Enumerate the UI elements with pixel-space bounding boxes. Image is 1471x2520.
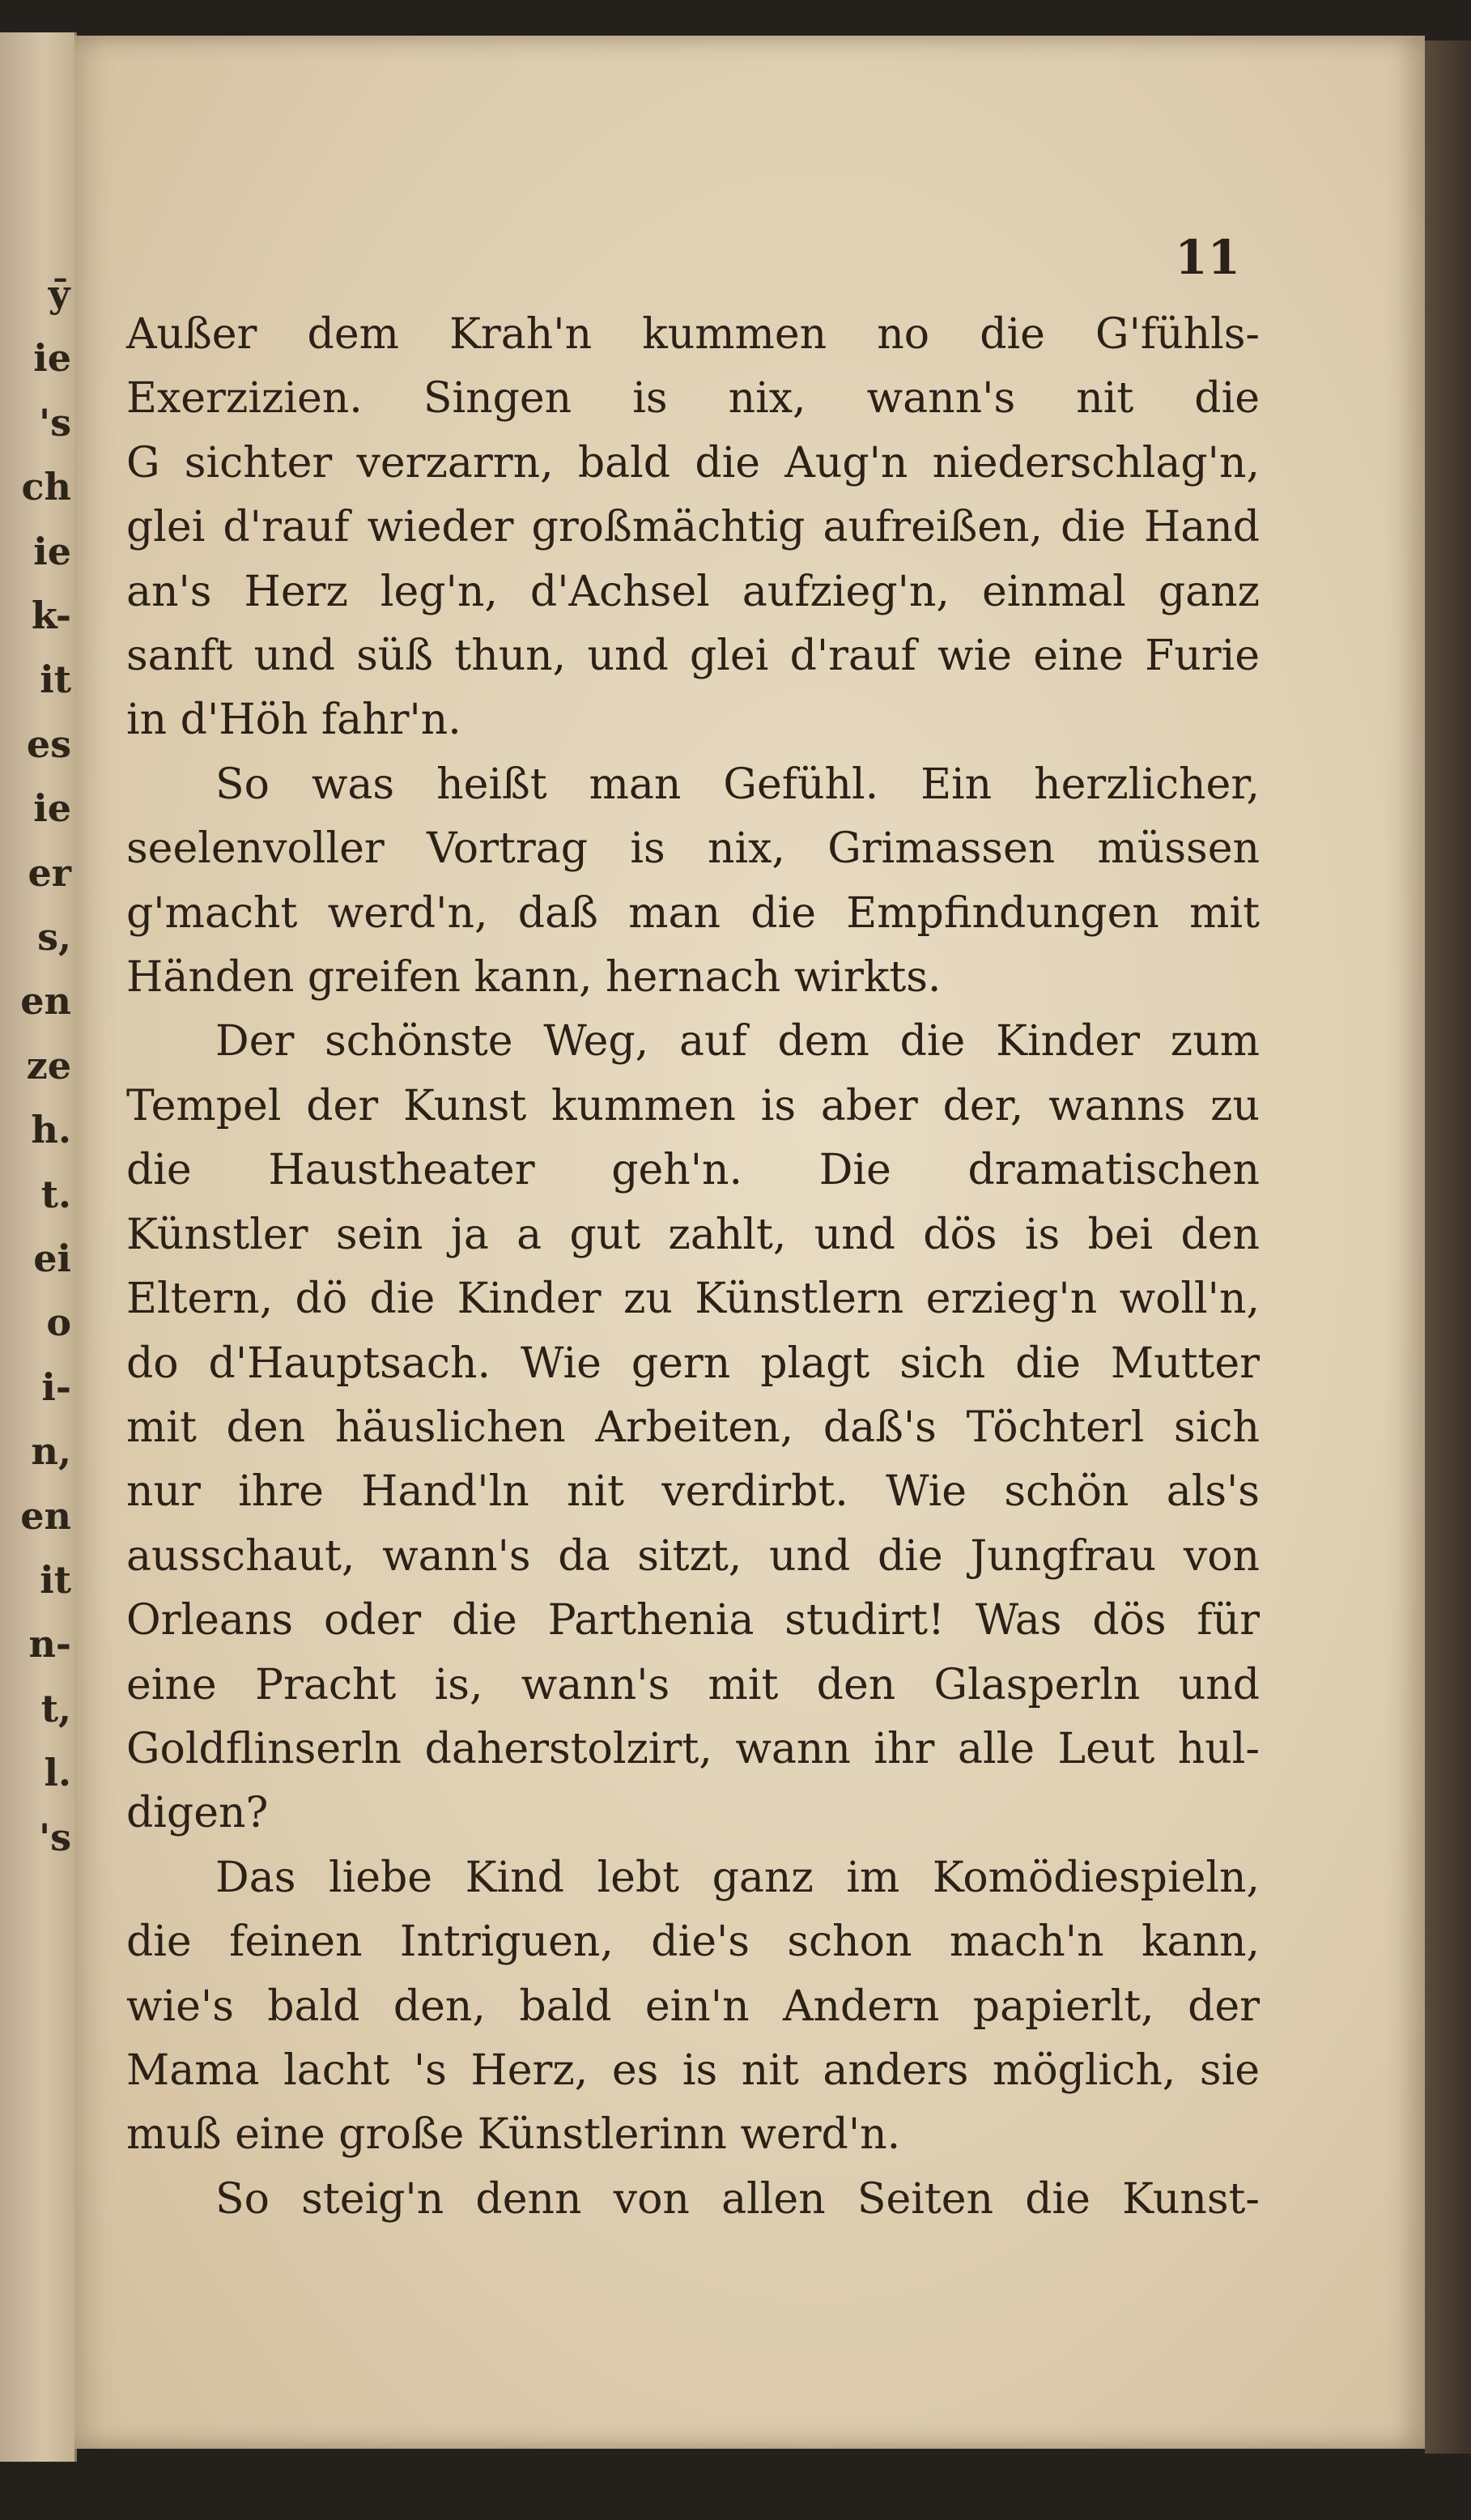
text-line: do d'Hauptsach. Wie gern plagt sich die Mutter (126, 1339, 1260, 1388)
text-line: Orleans oder die Parthenia studirt! Was dös für (126, 1596, 1260, 1645)
text-line: Das liebe Kind lebt ganz im Komödiespieln, (215, 1853, 1260, 1902)
text-line: Mama lacht 's Herz, es is nit anders möglich, sie (126, 2045, 1260, 2095)
text-line: So steig'n denn von allen Seiten die Kunst- (215, 2174, 1260, 2224)
text-line: an's Herz leg'n, d'Achsel aufzieg'n, einmal ganz (126, 567, 1260, 616)
text-line: muß eine große Künstlerinn werd'n. (126, 2110, 901, 2160)
text-line: So was heißt man Gefühl. Ein herzlicher, (215, 760, 1260, 809)
text-line: Außer dem Krah'n kummen no die G'fühls- (126, 310, 1260, 359)
margin-fragment: er (28, 850, 71, 895)
margin-fragment: ie (33, 529, 71, 573)
margin-fragment: ӯ (47, 272, 71, 316)
text-line: g'macht werd'n, daß man die Empfindungen mit (126, 888, 1260, 938)
margin-fragment: en (20, 1493, 71, 1538)
text-line: nur ihre Hand'ln nit verdirbt. Wie schön als's (126, 1467, 1260, 1517)
text-line: Exerzizien. Singen is nix, wann's nit die (126, 374, 1260, 424)
text-line: digen? (126, 1789, 269, 1838)
margin-fragment: it (40, 1558, 71, 1602)
text-line: sanft und süß thun, und glei d'rauf wie eine Furie (126, 632, 1260, 681)
margin-fragment: ei (33, 1237, 71, 1280)
text-line: glei d'rauf wieder großmächtig aufreißen, die Hand (126, 503, 1260, 552)
book-cover-edge (1425, 40, 1471, 2454)
left-margin-fragments (0, 32, 74, 2462)
page-number: 11 (1175, 230, 1240, 285)
page-text (126, 303, 1260, 2232)
margin-fragment: ze (26, 1043, 71, 1088)
text-line: in d'Höh fahr'n. (126, 696, 461, 745)
margin-fragment: n- (28, 1622, 71, 1667)
text-line: ausschaut, wann's da sitzt, und die Jungfrau von (126, 1531, 1260, 1581)
margin-fragment: l. (44, 1751, 71, 1795)
text-line: die Haustheater geh'n. Die dramatischen (126, 1146, 1260, 1195)
margin-fragment: ie (33, 336, 71, 381)
book-page (74, 36, 1425, 2449)
text-line: Künstler sein ja a gut zahlt, und dös is bei den (126, 1210, 1260, 1259)
margin-fragment: 's (39, 400, 71, 445)
text-line: Händen greifen kann, hernach wirkts. (126, 953, 942, 1002)
margin-fragment: h. (31, 1108, 71, 1152)
margin-fragment: ie (33, 786, 71, 831)
text-line: mit den häuslichen Arbeiten, daß's Töchterl sich (126, 1403, 1260, 1452)
text-line: eine Pracht is, wann's mit den Glasperln und (126, 1660, 1260, 1709)
margin-fragment: s, (37, 915, 71, 959)
margin-fragment: i- (41, 1364, 71, 1409)
margin-fragment: t. (40, 1172, 71, 1216)
margin-fragment: es (26, 722, 71, 766)
margin-fragment: o (46, 1300, 71, 1345)
margin-fragment: k- (31, 594, 71, 637)
text-line: G sichter verzarrn, bald die Aug'n niederschlag'n, (126, 438, 1260, 487)
margin-fragment: n, (31, 1429, 71, 1474)
text-line: Tempel der Kunst kummen is aber der, wanns zu (126, 1081, 1260, 1130)
margin-fragment: 's (39, 1815, 71, 1859)
margin-fragment: en (20, 979, 71, 1024)
previous-page-edge (0, 32, 77, 2462)
margin-fragment: t, (40, 1686, 71, 1730)
text-line: Goldflinserln daherstolzirt, wann ihr alle Leut hul- (126, 1724, 1260, 1773)
text-line: wie's bald den, bald ein'n Andern papierlt, der (126, 1982, 1260, 2031)
text-line: seelenvoller Vortrag is nix, Grimassen müssen (126, 824, 1260, 874)
text-line: Der schönste Weg, auf dem die Kinder zum (215, 1017, 1260, 1066)
text-line: die feinen Intriguen, die's schon mach'n kann, (126, 1918, 1260, 1967)
text-line: Eltern, dö die Kinder zu Künstlern erzieg'n woll'n, (126, 1275, 1260, 1324)
margin-fragment: it (40, 658, 71, 702)
margin-fragment: ch (21, 465, 71, 509)
